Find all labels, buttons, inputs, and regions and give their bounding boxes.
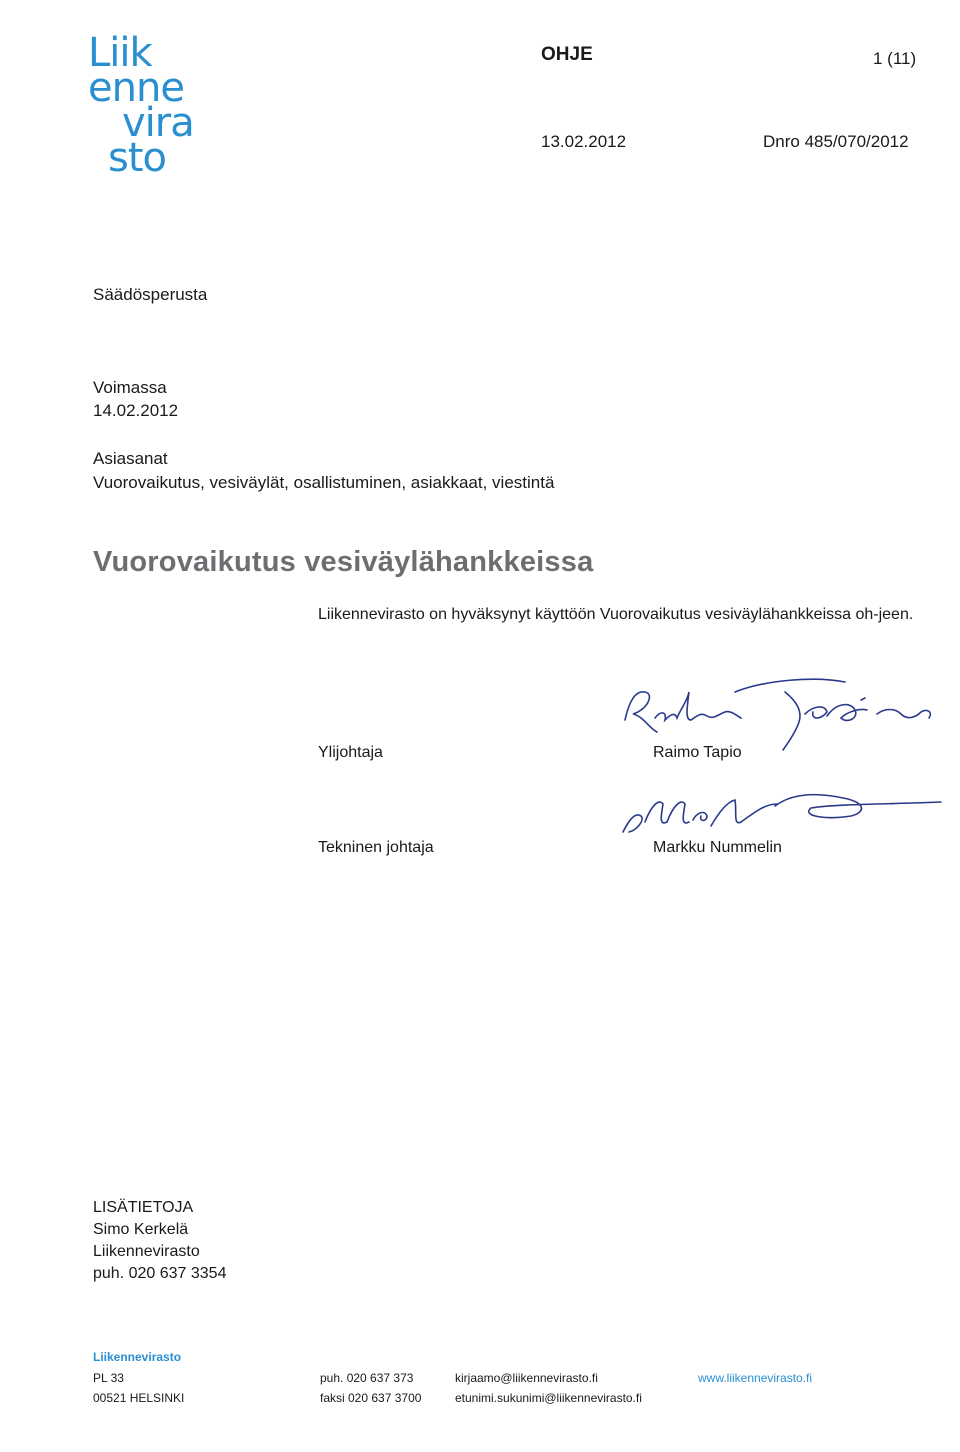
document-title: Vuorovaikutus vesiväylähankkeissa <box>93 546 594 578</box>
info-phone: puh. 020 637 3354 <box>93 1265 227 1282</box>
signature-markku-nummelin <box>615 782 945 842</box>
document-type: OHJE <box>541 44 593 65</box>
logo-line: Liik <box>88 30 152 76</box>
footer-org: Liikennevirasto <box>93 1350 182 1364</box>
info-person: Simo Kerkelä <box>93 1221 189 1238</box>
keywords-value: Vuorovaikutus, vesiväylät, osallistuminen, asiakkaat, viestintä <box>93 473 555 492</box>
valid-label: Voimassa <box>93 378 167 397</box>
logo-line: enne <box>88 65 184 111</box>
footer-person-email[interactable]: etunimi.sukunimi@liikennevirasto.fi <box>455 1391 642 1405</box>
document-number: Dnro 485/070/2012 <box>763 132 909 151</box>
basis-label: Säädösperusta <box>93 285 208 304</box>
signature-role: Tekninen johtaja <box>318 839 434 856</box>
footer-phone: puh. 020 637 373 <box>320 1371 414 1385</box>
logo <box>88 30 218 181</box>
logo-line: sto <box>108 135 166 181</box>
signature-raimo-tapio <box>615 662 945 752</box>
page-number: 1 (11) <box>873 49 917 68</box>
signature-role: Ylijohtaja <box>318 744 383 761</box>
info-org: Liikennevirasto <box>93 1243 200 1260</box>
footer-city: 00521 HELSINKI <box>93 1391 185 1405</box>
additional-info <box>93 1197 226 1285</box>
body-paragraph: Liikennevirasto on hyväksynyt käyttöön Vuorovaikutus vesiväylähankkeissa oh-jeen. <box>318 606 914 623</box>
footer-po-box: PL 33 <box>93 1371 124 1385</box>
logo-line: vira <box>122 100 194 146</box>
footer-website-link[interactable]: www.liikennevirasto.fi <box>698 1371 813 1385</box>
info-heading: LISÄTIETOJA <box>93 1199 194 1216</box>
footer-fax: faksi 020 637 3700 <box>320 1391 422 1405</box>
keywords-label: Asiasanat <box>93 449 168 468</box>
signature-name: Raimo Tapio <box>653 744 742 761</box>
footer-registry-email[interactable]: kirjaamo@liikennevirasto.fi <box>455 1371 598 1385</box>
signature-name: Markku Nummelin <box>653 839 782 856</box>
document-date: 13.02.2012 <box>541 132 627 151</box>
valid-date: 14.02.2012 <box>93 401 179 420</box>
